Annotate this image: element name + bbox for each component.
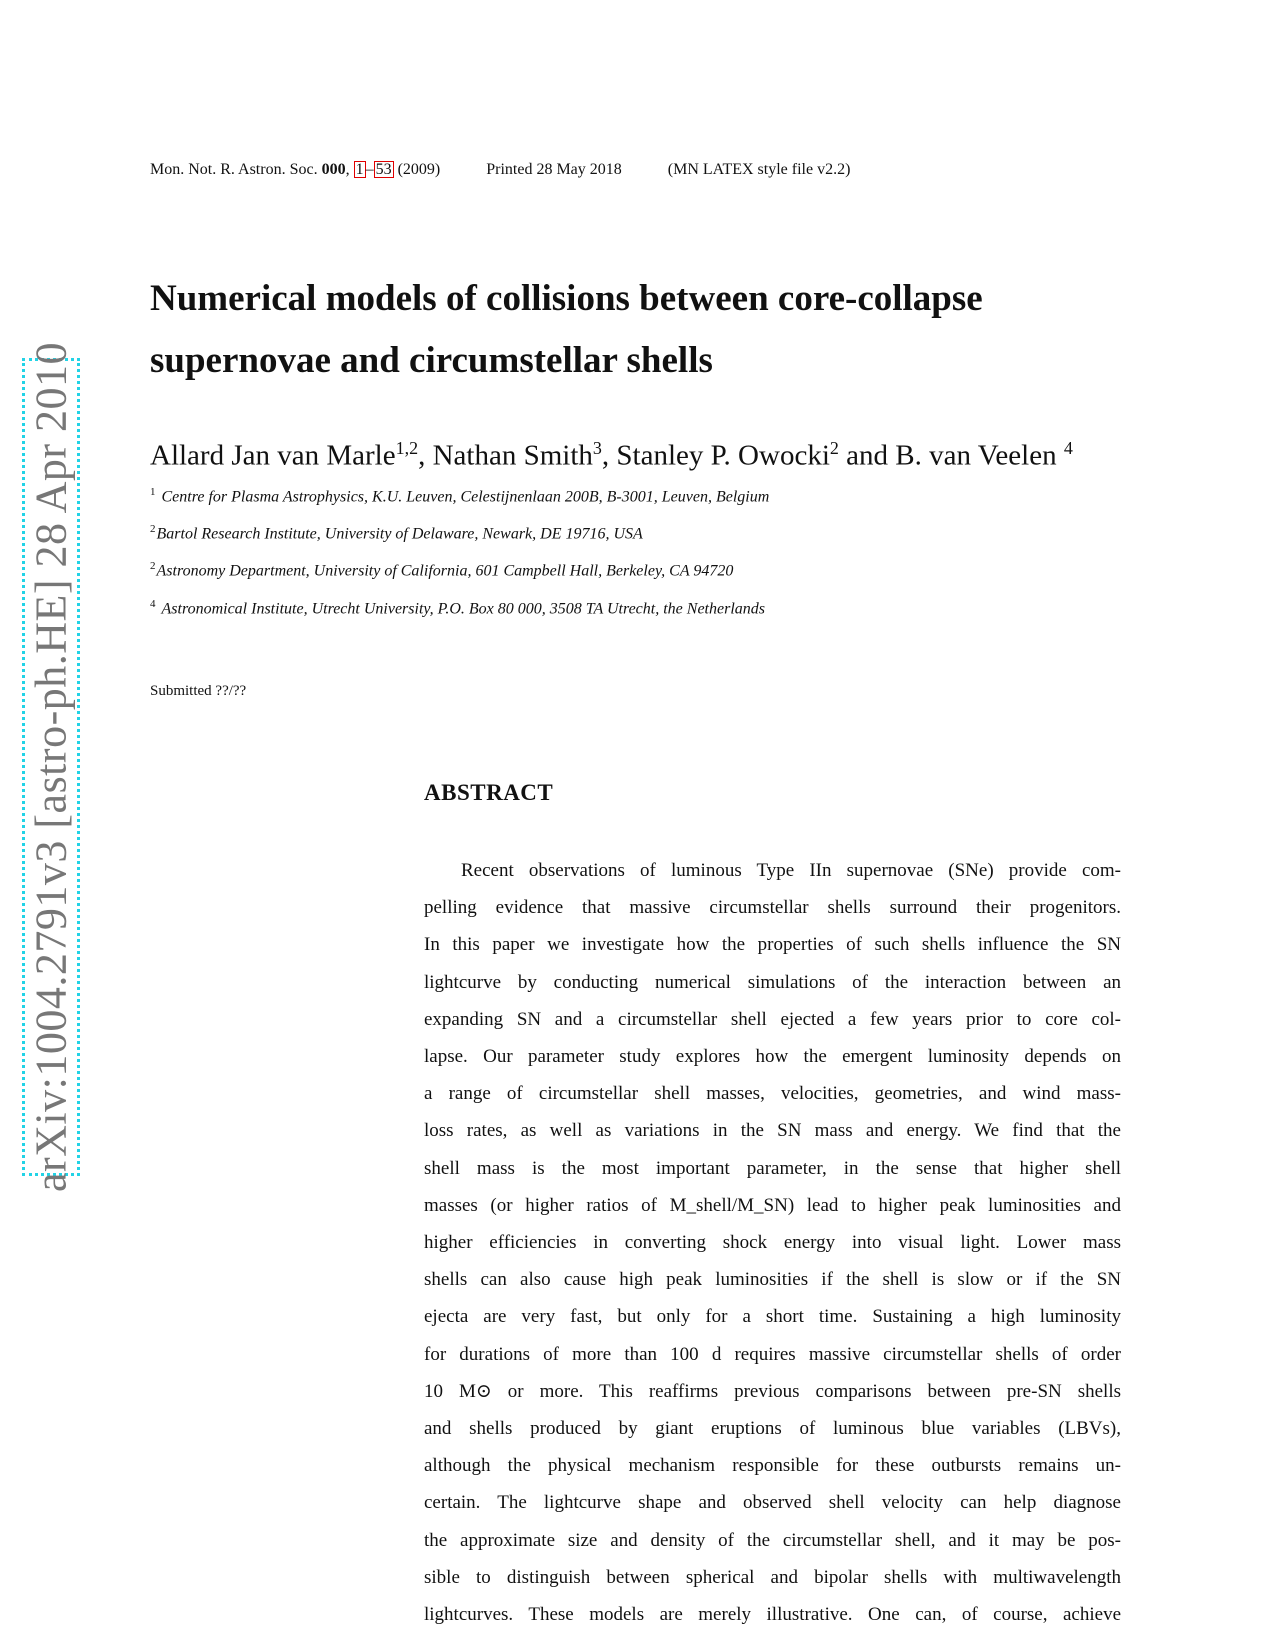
abstract-line: Recent observations of luminous Type IIn supernovae (SNe) provide com-	[461, 860, 1121, 881]
affiliation-mark: 1	[150, 486, 156, 498]
abstract-line: for durations of more than 100 d requires massive circumstellar shells of order	[424, 1343, 1121, 1365]
abstract-line: lapse. Our parameter study explores how the emergent luminosity depends on	[424, 1046, 1121, 1068]
paper-title	[150, 268, 1150, 392]
affiliation-text: Centre for Plasma Astrophysics, K.U. Leuven, Celestijnenlaan 200B, B-3001, Leuven, Belgium	[161, 488, 770, 506]
author-affiliation-mark: 2	[829, 438, 839, 458]
abstract-line: shells can also cause high peak luminosities if the shell is slow or if the SN	[424, 1269, 1121, 1291]
year: (2009)	[397, 161, 441, 178]
abstract-line: certain. The lightcurve shape and observed shell velocity can help diagnose	[424, 1492, 1121, 1514]
abstract-line: ejecta are very fast, but only for a short time. Sustaining a high luminosity	[424, 1306, 1121, 1328]
abstract-heading: ABSTRACT	[424, 780, 554, 805]
affiliation-mark: 2	[150, 523, 156, 535]
abstract-line: loss rates, as well as variations in the SN mass and energy. We find that the	[424, 1120, 1121, 1142]
author-affiliation-mark: 1,2	[395, 438, 419, 458]
abstract-line: sible to distinguish between spherical and bipolar shells with multiwavelength	[424, 1566, 1121, 1588]
abstract-line: the approximate size and density of the circumstellar shell, and it may be pos-	[424, 1529, 1121, 1551]
arxiv-id: arXiv:1004.2791v3 [astro-ph.HE] 28 Apr 2010	[26, 341, 76, 1193]
page-end-link[interactable]: 53	[375, 161, 392, 178]
abstract-line: shell mass is the most important parameter, in the sense that higher shell	[424, 1157, 1121, 1179]
abstract-line: higher efficiencies in converting shock energy into visual light. Lower mass	[424, 1232, 1121, 1254]
journal-name: Mon. Not. R. Astron. Soc.	[150, 161, 318, 178]
abstract-line: a range of circumstellar shell masses, velocities, geometries, and wind mass-	[424, 1083, 1121, 1105]
author-separator: and	[838, 439, 896, 472]
affiliation-text: Astronomy Department, University of California, 601 Campbell Hall, Berkeley, CA 94720	[156, 562, 734, 580]
affiliation	[150, 523, 643, 543]
author-name: Allard Jan van Marle	[150, 439, 396, 472]
abstract-line: pelling evidence that massive circumstellar shells surround their progenitors.	[424, 897, 1121, 919]
abstract-body	[424, 852, 1121, 1633]
abstract-line: although the physical mechanism responsible for these outbursts remains un-	[424, 1455, 1121, 1477]
author-affiliation-mark: 3	[592, 438, 602, 458]
printed-date: Printed 28 May 2018	[486, 161, 622, 178]
page-start-link[interactable]: 1	[355, 161, 364, 178]
author-list	[150, 438, 1073, 473]
affiliation-mark: 2	[150, 560, 156, 572]
submitted-date: Submitted ??/??	[150, 683, 247, 699]
abstract-line: lightcurves. These models are merely illustrative. One can, of course, achieve	[424, 1604, 1121, 1626]
abstract-line: and shells produced by giant eruptions of luminous blue variables (LBVs),	[424, 1418, 1121, 1440]
author-name: B. van Veelen	[895, 439, 1057, 472]
running-header: Mon. Not. R. Astron. Soc. 000, 1 – 53 (2009) Printed 28 May 2018 (MN LATEX style file v2.2)	[150, 161, 851, 178]
abstract-line: masses (or higher ratios of M_shell/M_SN) lead to higher peak luminosities and	[424, 1194, 1121, 1216]
author-affiliation-mark: 4	[1063, 438, 1073, 458]
volume: 000	[321, 161, 346, 178]
author-name: Nathan Smith	[432, 439, 593, 472]
affiliation	[150, 560, 733, 580]
affiliation-mark: 4	[150, 598, 156, 610]
arxiv-stamp-link[interactable]	[22, 341, 80, 1193]
abstract-line: lightcurve by conducting numerical simulations of the interaction between an	[424, 971, 1121, 993]
affiliation	[150, 598, 765, 618]
title-line-2: supernovae and circumstellar shells	[150, 340, 713, 381]
style-file: (MN LATEX style file v2.2)	[667, 161, 851, 178]
abstract-line: In this paper we investigate how the properties of such shells influence the SN	[424, 934, 1121, 956]
affiliation	[150, 486, 769, 506]
author-name: Stanley P. Owocki	[616, 439, 830, 472]
abstract-line: expanding SN and a circumstellar shell ejected a few years prior to core col-	[424, 1008, 1121, 1030]
title-line-1: Numerical models of collisions between core-collapse	[150, 278, 983, 319]
author-separator: ,	[418, 439, 433, 472]
author-separator: ,	[601, 439, 617, 472]
abstract-line: 10 M⊙ or more. This reaffirms previous comparisons between pre-SN shells	[424, 1380, 1121, 1402]
affiliation-text: Bartol Research Institute, University of Delaware, Newark, DE 19716, USA	[156, 525, 643, 543]
affiliation-text: Astronomical Institute, Utrecht University, P.O. Box 80 000, 3508 TA Utrecht, the Netherlands	[161, 600, 765, 618]
